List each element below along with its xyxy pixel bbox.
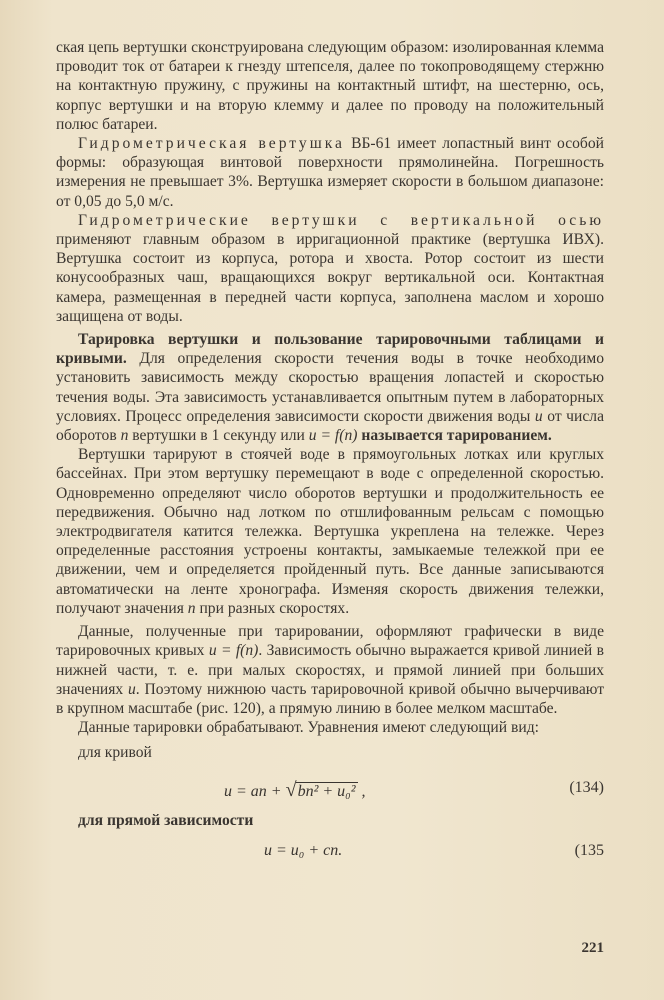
var-u: u — [128, 680, 136, 698]
paragraph-4-text-c: вертушки в 1 секунду или — [128, 427, 309, 445]
term-calibration: называется тарированием. — [357, 427, 552, 445]
paragraph-6-text-b: . Зависимость обычно выражается кривой линией в нижней части, т. е. при малых скоростях, и прямой линией при больших значениях — [56, 642, 604, 698]
paragraph-5 — [56, 445, 604, 618]
formula-135 — [56, 836, 604, 870]
formula-134-left: u = an + — [224, 782, 286, 800]
formula-135-number: (135 — [574, 841, 604, 859]
paragraph-5-text-a: Вертушки тарируют в стоячей воде в прямоугольных лотках или круглых бассейнах. При этом вертушку перемещают в воде с определенной скоростью. Одновременно определяют число оборотов вертушки и продолжительность ее передвижения. Обычно над лотком по отшлифованным рельсам с помощью электродвигателя катится тележка. Вертушка укреплена на тележке. Через определенные расстояния устроены контакты, замыкаемые тележкой при ее движении, чем и определяется пройденный путь. Все данные записываются автоматически на ленте хронографа. Изменяя скорость движения тележки, получают значения — [56, 446, 604, 617]
paragraph-7: Данные тарировки обрабатывают. Уравнения имеют следующий вид: — [78, 719, 539, 737]
paragraph-3-text: применяют главным образом в ирригационной практике (вертушка ИВХ). Вертушка состоит из корпуса, ротора и хвоста. Ротор состоит из шести конусообразных чаш, вращающихся вокруг вертикальной оси. Контактная камера, размещенная в передней части корпуса, заполнена маслом и хорошо защищена от воды. — [56, 231, 604, 325]
formula-134 — [56, 771, 604, 805]
formula-135-expr: u = u₀ + cn. — [264, 841, 343, 859]
term-hydrometric-vane: Гидрометрическая вертушка — [78, 135, 345, 153]
label-straight: для прямой зависимости — [78, 811, 254, 829]
paragraph-4-text-b: от числа оборотов — [56, 407, 604, 445]
body-text — [56, 38, 604, 737]
term-vertical-axis-vanes: Гидрометрические вертушки с вертикальной осью — [78, 211, 604, 229]
var-u: u — [534, 407, 543, 425]
paragraph-5-text-b: при разных скоростях. — [195, 599, 350, 617]
paragraph-3 — [56, 211, 604, 326]
var-n: n — [120, 427, 129, 445]
paragraph-4 — [56, 330, 604, 445]
label-curve: для кривой — [78, 744, 152, 762]
paragraph-6-text-a: Данные, полученные при тарировании, оформляют графически в виде тарировочных кривых — [56, 623, 604, 660]
paragraph-1: ская цепь вертушки сконструирована следующим образом: изолированная клемма проводит ток от батареи к гнезду штепселя, далее по токопроводящему стержню на контактную пружину, с пружины на контактный штифт, на шестерню, ось, корпус вертушки и на вторую клемму и далее по проводу на положительный полюс батареи. — [56, 39, 604, 133]
formula-inline: u = f(n) — [208, 642, 259, 660]
paragraph-2 — [56, 134, 604, 211]
formula-134-number: (134) — [569, 778, 604, 796]
var-n: n — [187, 599, 196, 617]
formula-134-expr — [224, 779, 366, 802]
paragraph-2-text: ВБ-61 имеет лопастный винт особой формы: образующая винтовой поверхности прямолинейна. Погрешность измерения не превышает 3%. Вертушка измеряет скорости в большом диапазоне: от 0,05 до 5,0 м/с. — [56, 135, 604, 210]
formula-134-tail: , — [357, 782, 366, 800]
page-number: 221 — [581, 940, 604, 956]
paragraph-6 — [56, 622, 604, 718]
sqrt-sign-icon: √ — [285, 778, 297, 801]
formula-134-radicand: bn² + u₀² — [297, 782, 356, 800]
formula-inline: u = f(n) — [308, 427, 358, 445]
section-heading: Тарировка вертушки и пользование тарировочными таблицами и кривыми. — [56, 331, 604, 368]
paragraph-6-text-c: . Поэтому нижнюю часть тарировочной кривой обычно вычерчивают в крупном масштабе (рис. 120), а прямую линию в более мелком масштабе. — [56, 680, 605, 717]
paragraph-4-text-a: Для определения скорости течения воды в точке необходимо установить зависимость между скоростью вращения лопастей и скоростью течения воды. Эта зависимость устанавливается опытным путем в лабораторных условиях. Процесс определения зависимости скорости движения воды — [56, 350, 604, 425]
